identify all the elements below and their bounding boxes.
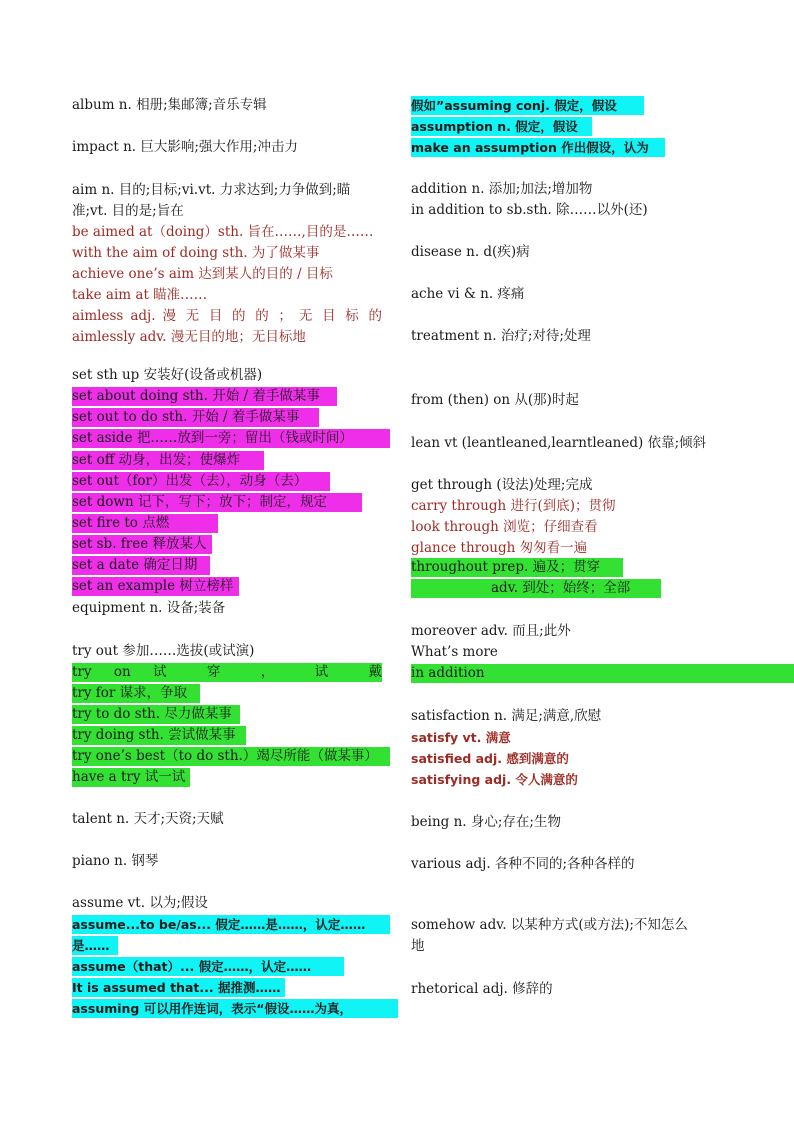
entry-aim: aim n. 目的;目标;vi.vt. 力求达到;力争做到;瞄 (72, 182, 351, 198)
entry-being: being n. 身心;存在;生物 (411, 814, 561, 830)
phrase-set-out-to: set out to do sth. 开始 / 着手做某事 (72, 408, 319, 427)
entry-impact: impact n. 巨大影响;强大作用;冲击力 (72, 139, 298, 155)
entry-piano: piano n. 钢琴 (72, 853, 159, 869)
entry-addition: addition n. 添加;加法;增加物 (411, 181, 593, 197)
phrase-with-the-aim: with the aim of doing sth. 为了做某事 (72, 245, 320, 261)
phrase-set-a-date: set a date 确定日期 (72, 556, 210, 575)
entry-satisfaction: satisfaction n. 满足;满意,欣慰 (411, 708, 602, 724)
word-satisfied: satisfied adj. 感到满意的 (411, 751, 569, 766)
phrase-set-down: set down 记下，写下；放下；制定，规定 (72, 493, 362, 512)
word-satisfying: satisfying adj. 令人满意的 (411, 772, 578, 787)
phrase-assume-to-be: assume...to be/as... 假定……是……，认定…… (72, 915, 390, 934)
phrase-carry-through: carry through 进行(到底)；贯彻 (411, 498, 616, 514)
phrase-set-out-for: set out（for）出发（去），动身（去） (72, 472, 330, 491)
phrase-whats-more: What’s more (411, 644, 498, 660)
word-aimless: aimless adj. 漫 无 目 的 的 ； 无 目 标 的 (72, 308, 382, 324)
phrase-glance-through: glance through 匆匆看一遍 (411, 540, 588, 556)
entry-treatment: treatment n. 治疗;对待;处理 (411, 328, 591, 344)
entry-album: album n. 相册;集邮簿;音乐专辑 (72, 97, 267, 113)
entry-rhetorical: rhetorical adj. 修辞的 (411, 981, 553, 997)
entry-aim-cont: 准;vt. 目的是;旨在 (72, 203, 184, 219)
phrase-aimed-at: be aimed at（doing）sth. 旨在……,目的是…… (72, 224, 374, 240)
word-assumption: assumption n. 假定，假设 (411, 117, 592, 136)
phrase-set-off: set off 动身，出发；使爆炸 (72, 451, 264, 470)
entry-disease: disease n. d(疾)病 (411, 244, 530, 260)
entry-from-then-on: from (then) on 从(那)时起 (411, 392, 579, 408)
word-satisfy: satisfy vt. 满意 (411, 730, 511, 745)
left-column (72, 0, 402, 1123)
phrase-try-for: try for 谋求，争取 (72, 684, 200, 703)
entry-ache: ache vi & n. 疼痛 (411, 286, 525, 302)
entry-lean: lean vt (leantleaned,learntleaned) 依靠;倾斜 (411, 435, 707, 451)
phrase-in-addition: in addition (411, 664, 794, 683)
phrase-have-a-try: have a try 试一试 (72, 768, 190, 787)
phrase-look-through: look through 浏览；仔细查看 (411, 519, 598, 535)
phrase-it-is-assumed: It is assumed that... 据推测…… (72, 978, 285, 997)
word-throughout-prep: throughout prep. 遍及；贯穿 (411, 558, 623, 577)
phrase-try-doing: try doing sth. 尝试做某事 (72, 726, 246, 745)
word-aimlessly: aimlessly adv. 漫无目的地；无目标地 (72, 329, 306, 345)
phrase-try-to-do: try to do sth. 尽力做某事 (72, 705, 240, 724)
note-assuming-cont: 假如”assuming conj. 假定，假设 (411, 96, 644, 115)
phrase-achieve-aim: achieve one’s aim 达到某人的目的 / 目标 (72, 266, 333, 282)
entry-assume: assume vt. 以为;假设 (72, 895, 208, 911)
phrase-set-about: set about doing sth. 开始 / 着手做某事 (72, 387, 337, 406)
phrase-assume-that: assume（that）... 假定……，认定…… (72, 957, 344, 976)
phrase-make-assumption: make an assumption 作出假设，认为 (411, 138, 665, 157)
phrase-set-aside: set aside 把……放到一旁；留出（钱或时间） (72, 429, 390, 448)
entry-try-out: try out 参加……选拔(或试演) (72, 643, 255, 659)
phrase-try-best: try one’s best（to do sth.）竭尽所能（做某事） (72, 747, 390, 766)
phrase-in-addition-to: in addition to sb.sth. 除……以外(还) (411, 202, 648, 218)
entry-equipment: equipment n. 设备;装备 (72, 600, 226, 616)
word-throughout-adv: adv. 到处；始终；全部 (411, 579, 661, 598)
phrase-assume-to-be-cont: 是…… (72, 936, 118, 955)
phrase-set-example: set an example 树立榜样 (72, 577, 239, 596)
phrase-set-fire: set fire to 点燃 (72, 514, 218, 533)
entry-various: various adj. 各种不同的;各种各样的 (411, 856, 635, 872)
entry-talent: talent n. 天才;天资;天赋 (72, 811, 224, 827)
entry-get-through: get through (设法)处理;完成 (411, 477, 593, 493)
note-assuming-conj: assuming 可以用作连词，表示“假设……为真， (72, 999, 398, 1018)
phrase-try-on: try on 试 穿 ， 试 戴 (72, 664, 382, 680)
entry-somehow-cont: 地 (411, 938, 425, 954)
phrase-take-aim: take aim at 瞄准…… (72, 287, 208, 303)
entry-set-up: set sth up 安装好(设备或机器) (72, 367, 263, 383)
right-column (411, 0, 794, 1123)
entry-moreover: moreover adv. 而且;此外 (411, 623, 571, 639)
entry-somehow: somehow adv. 以某种方式(或方法);不知怎么 (411, 917, 688, 933)
phrase-set-free: set sb. free 释放某人 (72, 535, 212, 554)
